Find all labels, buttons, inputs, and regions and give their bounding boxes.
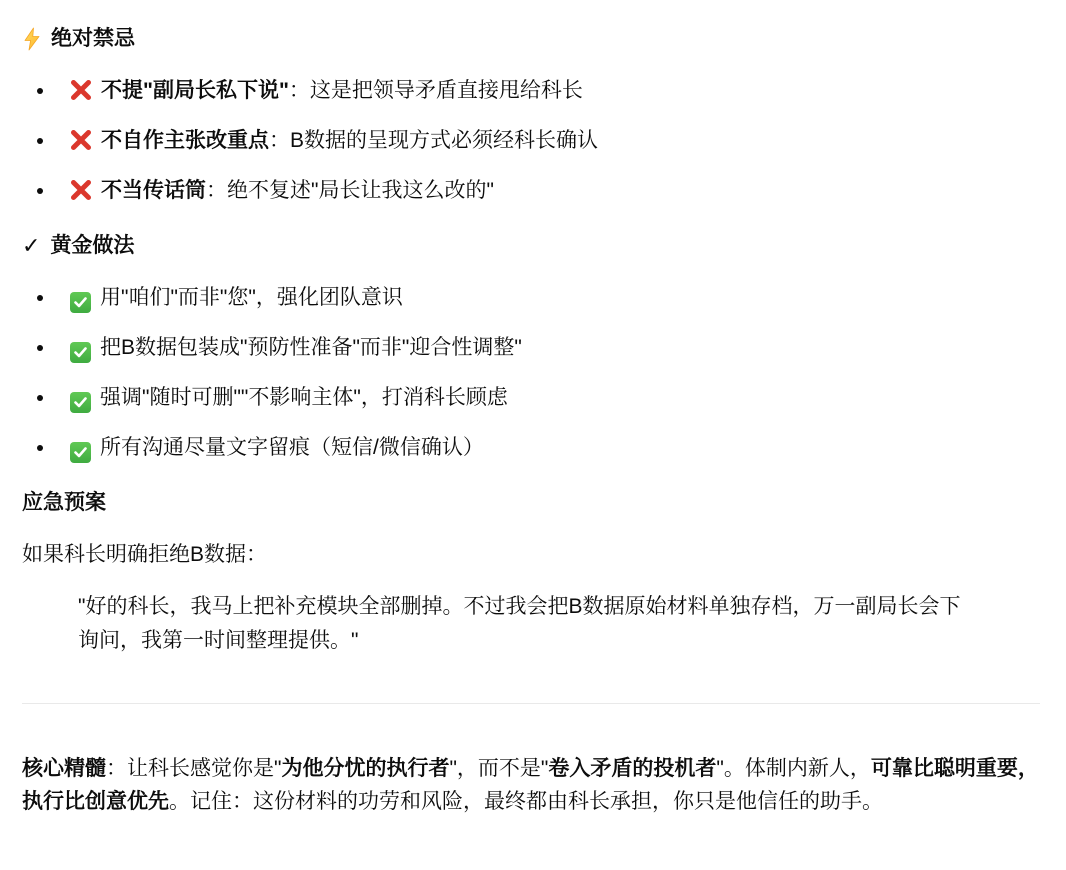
section-heading-emergency: [22, 486, 1040, 519]
item-bold-text: 不提"副局长私下说": [101, 79, 289, 102]
green-check-icon: [70, 342, 91, 363]
list-item: [56, 331, 1040, 364]
lightning-icon: [22, 27, 42, 51]
item-text: 把B数据包装成"预防性准备"而非"迎合性调整": [100, 336, 522, 359]
green-check-icon: [70, 292, 91, 313]
list-item: [56, 431, 1040, 464]
cross-mark-icon: [70, 129, 92, 151]
divider: [22, 703, 1040, 704]
item-text: 强调"随时可删""不影响主体"，打消科长顾虑: [100, 386, 508, 409]
document-body: [22, 22, 1040, 818]
item-bold-text: 不当传话筒: [101, 179, 206, 202]
list-item: [56, 74, 1040, 107]
summary-paragraph: [22, 752, 1040, 818]
section-title: 应急预案: [22, 491, 106, 514]
item-text: 用"咱们"而非"您"，强化团队意识: [100, 286, 403, 309]
item-text: ：绝不复述"局长让我这么改的": [206, 179, 494, 202]
cross-mark-icon: [70, 179, 92, 201]
item-text: 所有沟通尽量文字留痕（短信/微信确认）: [100, 436, 484, 459]
summary-segment: "。体制内新人，: [716, 757, 871, 780]
summary-segment: 可靠比聪明重要，执行比创意优先: [22, 757, 1039, 813]
list-item: [56, 124, 1040, 157]
summary-segment: "，而不是": [449, 757, 549, 780]
summary-segment: 。记住：这份材料的功劳和风险，最终都由科长承担，你只是他信任的助手。: [169, 790, 883, 813]
quote-block: "好的科长，我马上把补充模块全部删掉。不过我会把B数据原始材料单独存档，万一副局长会下询问，我第一时间整理提供。": [78, 595, 961, 652]
section-title: 绝对禁忌: [51, 27, 135, 50]
list-item: [56, 381, 1040, 414]
green-check-icon: [70, 442, 91, 463]
green-check-icon: [70, 392, 91, 413]
item-text: ：B数据的呈现方式必须经科长确认: [269, 129, 599, 152]
summary-segment: ：让科长感觉你是": [106, 757, 282, 780]
item-text: ：这是把领导矛盾直接甩给科长: [288, 79, 583, 102]
cross-mark-icon: [70, 79, 92, 101]
summary-segment: 卷入矛盾的投机者: [548, 757, 717, 780]
forbidden-list: [22, 74, 1040, 207]
list-item: [56, 281, 1040, 314]
section-heading-golden: [22, 229, 1040, 262]
section-heading-forbidden: [22, 22, 1040, 55]
golden-list: [22, 281, 1040, 464]
summary-segment: 为他分忧的执行者: [281, 757, 450, 780]
emergency-intro: 如果科长明确拒绝B数据：: [22, 543, 268, 566]
list-item: [56, 174, 1040, 207]
item-bold-text: 不自作主张改重点: [101, 129, 269, 152]
checkmark-icon: ✓: [22, 233, 41, 258]
summary-segment: 核心精髓: [22, 757, 106, 780]
section-title: 黄金做法: [50, 234, 135, 257]
